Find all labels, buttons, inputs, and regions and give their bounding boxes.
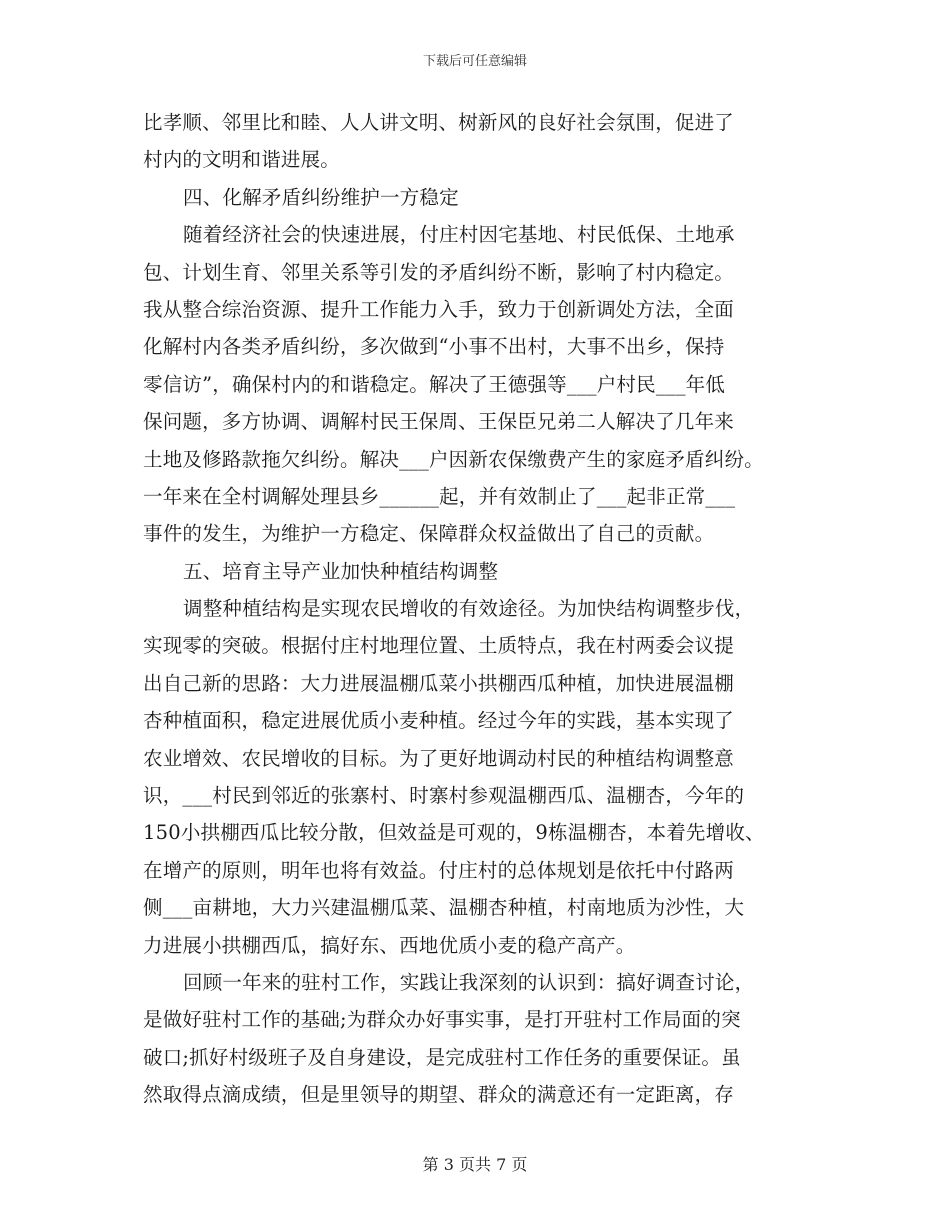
text-line: 在增产的原则，明年也将有效益。付庄村的总体规划是依托中付路两 bbox=[143, 858, 735, 882]
text-line: 实现零的突破。根据付庄村地理位置、土质特点，我在村两委会议提 bbox=[143, 634, 735, 658]
text-line: 力进展小拱棚西瓜，搞好东、西地优质小麦的稳产高产。 bbox=[143, 933, 636, 957]
text-line: 我从整合综治资源、提升工作能力入手，致力于创新调处方法，全面 bbox=[143, 297, 735, 321]
text-line: 一年来在全村调解处理县乡______起，并有效制止了___起非正常___ bbox=[143, 484, 736, 508]
text-line: 包、计划生育、邻里关系等引发的矛盾纠纷不断，影响了村内稳定。 bbox=[143, 260, 735, 284]
text-line: 村内的文明和谐进展。 bbox=[143, 148, 341, 172]
section-heading-5: 五、培育主导产业加快种植结构调整 bbox=[183, 559, 499, 583]
text-line: 事件的发生，为维护一方稳定、保障群众权益做出了自己的贡献。 bbox=[143, 522, 715, 546]
text-line: 识，___村民到邻近的张寨村、时寨村参观温棚西瓜、温棚杏，今年的 bbox=[143, 784, 745, 808]
text-line: 化解村内各类矛盾纠纷，多次做到“小事不出村，大事不出乡，保持 bbox=[143, 335, 725, 359]
text-line: 然取得点滴成绩，但是里领导的期望、群众的满意还有一定距离，存 bbox=[143, 1083, 735, 1107]
text-line: 150小拱棚西瓜比较分散，但效益是可观的，9栋温棚杏，本着先增收、 bbox=[143, 821, 765, 845]
text-line: 出自己新的思路：大力进展温棚瓜菜小拱棚西瓜种植，加快进展温棚 bbox=[143, 671, 735, 695]
text-line: 比孝顺、邻里比和睦、人人讲文明、树新风的良好社会氛围，促进了 bbox=[143, 111, 735, 134]
text-line: 破口;抓好村级班子及自身建设，是完成驻村工作任务的重要保证。虽 bbox=[143, 1045, 741, 1069]
text-line: 零信访”，确保村内的和谐稳定。解决了王德强等___户村民___年低 bbox=[143, 372, 726, 396]
text-line: 是做好驻村工作的基础;为群众办好事实事，是打开驻村工作局面的突 bbox=[143, 1008, 741, 1032]
text-line: 农业增效、农民增收的目标。为了更好地调动村民的种植结构调整意 bbox=[143, 746, 735, 770]
section-heading-4: 四、化解矛盾纠纷维护一方稳定 bbox=[183, 185, 459, 209]
paragraph-start: 随着经济社会的快速进展，付庄村因宅基地、村民低保、土地承 bbox=[183, 223, 735, 247]
text-line: 侧___亩耕地，大力兴建温棚瓜菜、温棚杏种植，村南地质为沙性，大 bbox=[143, 896, 745, 920]
paragraph-start: 回顾一年来的驻村工作，实践让我深刻的认识到：搞好调查讨论， bbox=[183, 970, 755, 994]
document-body bbox=[143, 104, 803, 1114]
paragraph-start: 调整种植结构是实现农民增收的有效途径。为加快结构调整步伐， bbox=[183, 597, 755, 621]
page-header: 下载后可任意编辑 bbox=[422, 54, 527, 69]
text-line: 杏种植面积，稳定进展优质小麦种植。经过今年的实践，基本实现了 bbox=[143, 709, 735, 733]
text-line: 土地及修路款拖欠纠纷。解决___户因新农保缴费产生的家庭矛盾纠纷。 bbox=[143, 447, 764, 471]
text-line: 保问题，多方协调、调解村民王保周、王保臣兄弟二人解决了几年来 bbox=[143, 410, 735, 434]
page-number: 第 3 页共 7 页 bbox=[422, 1155, 528, 1174]
